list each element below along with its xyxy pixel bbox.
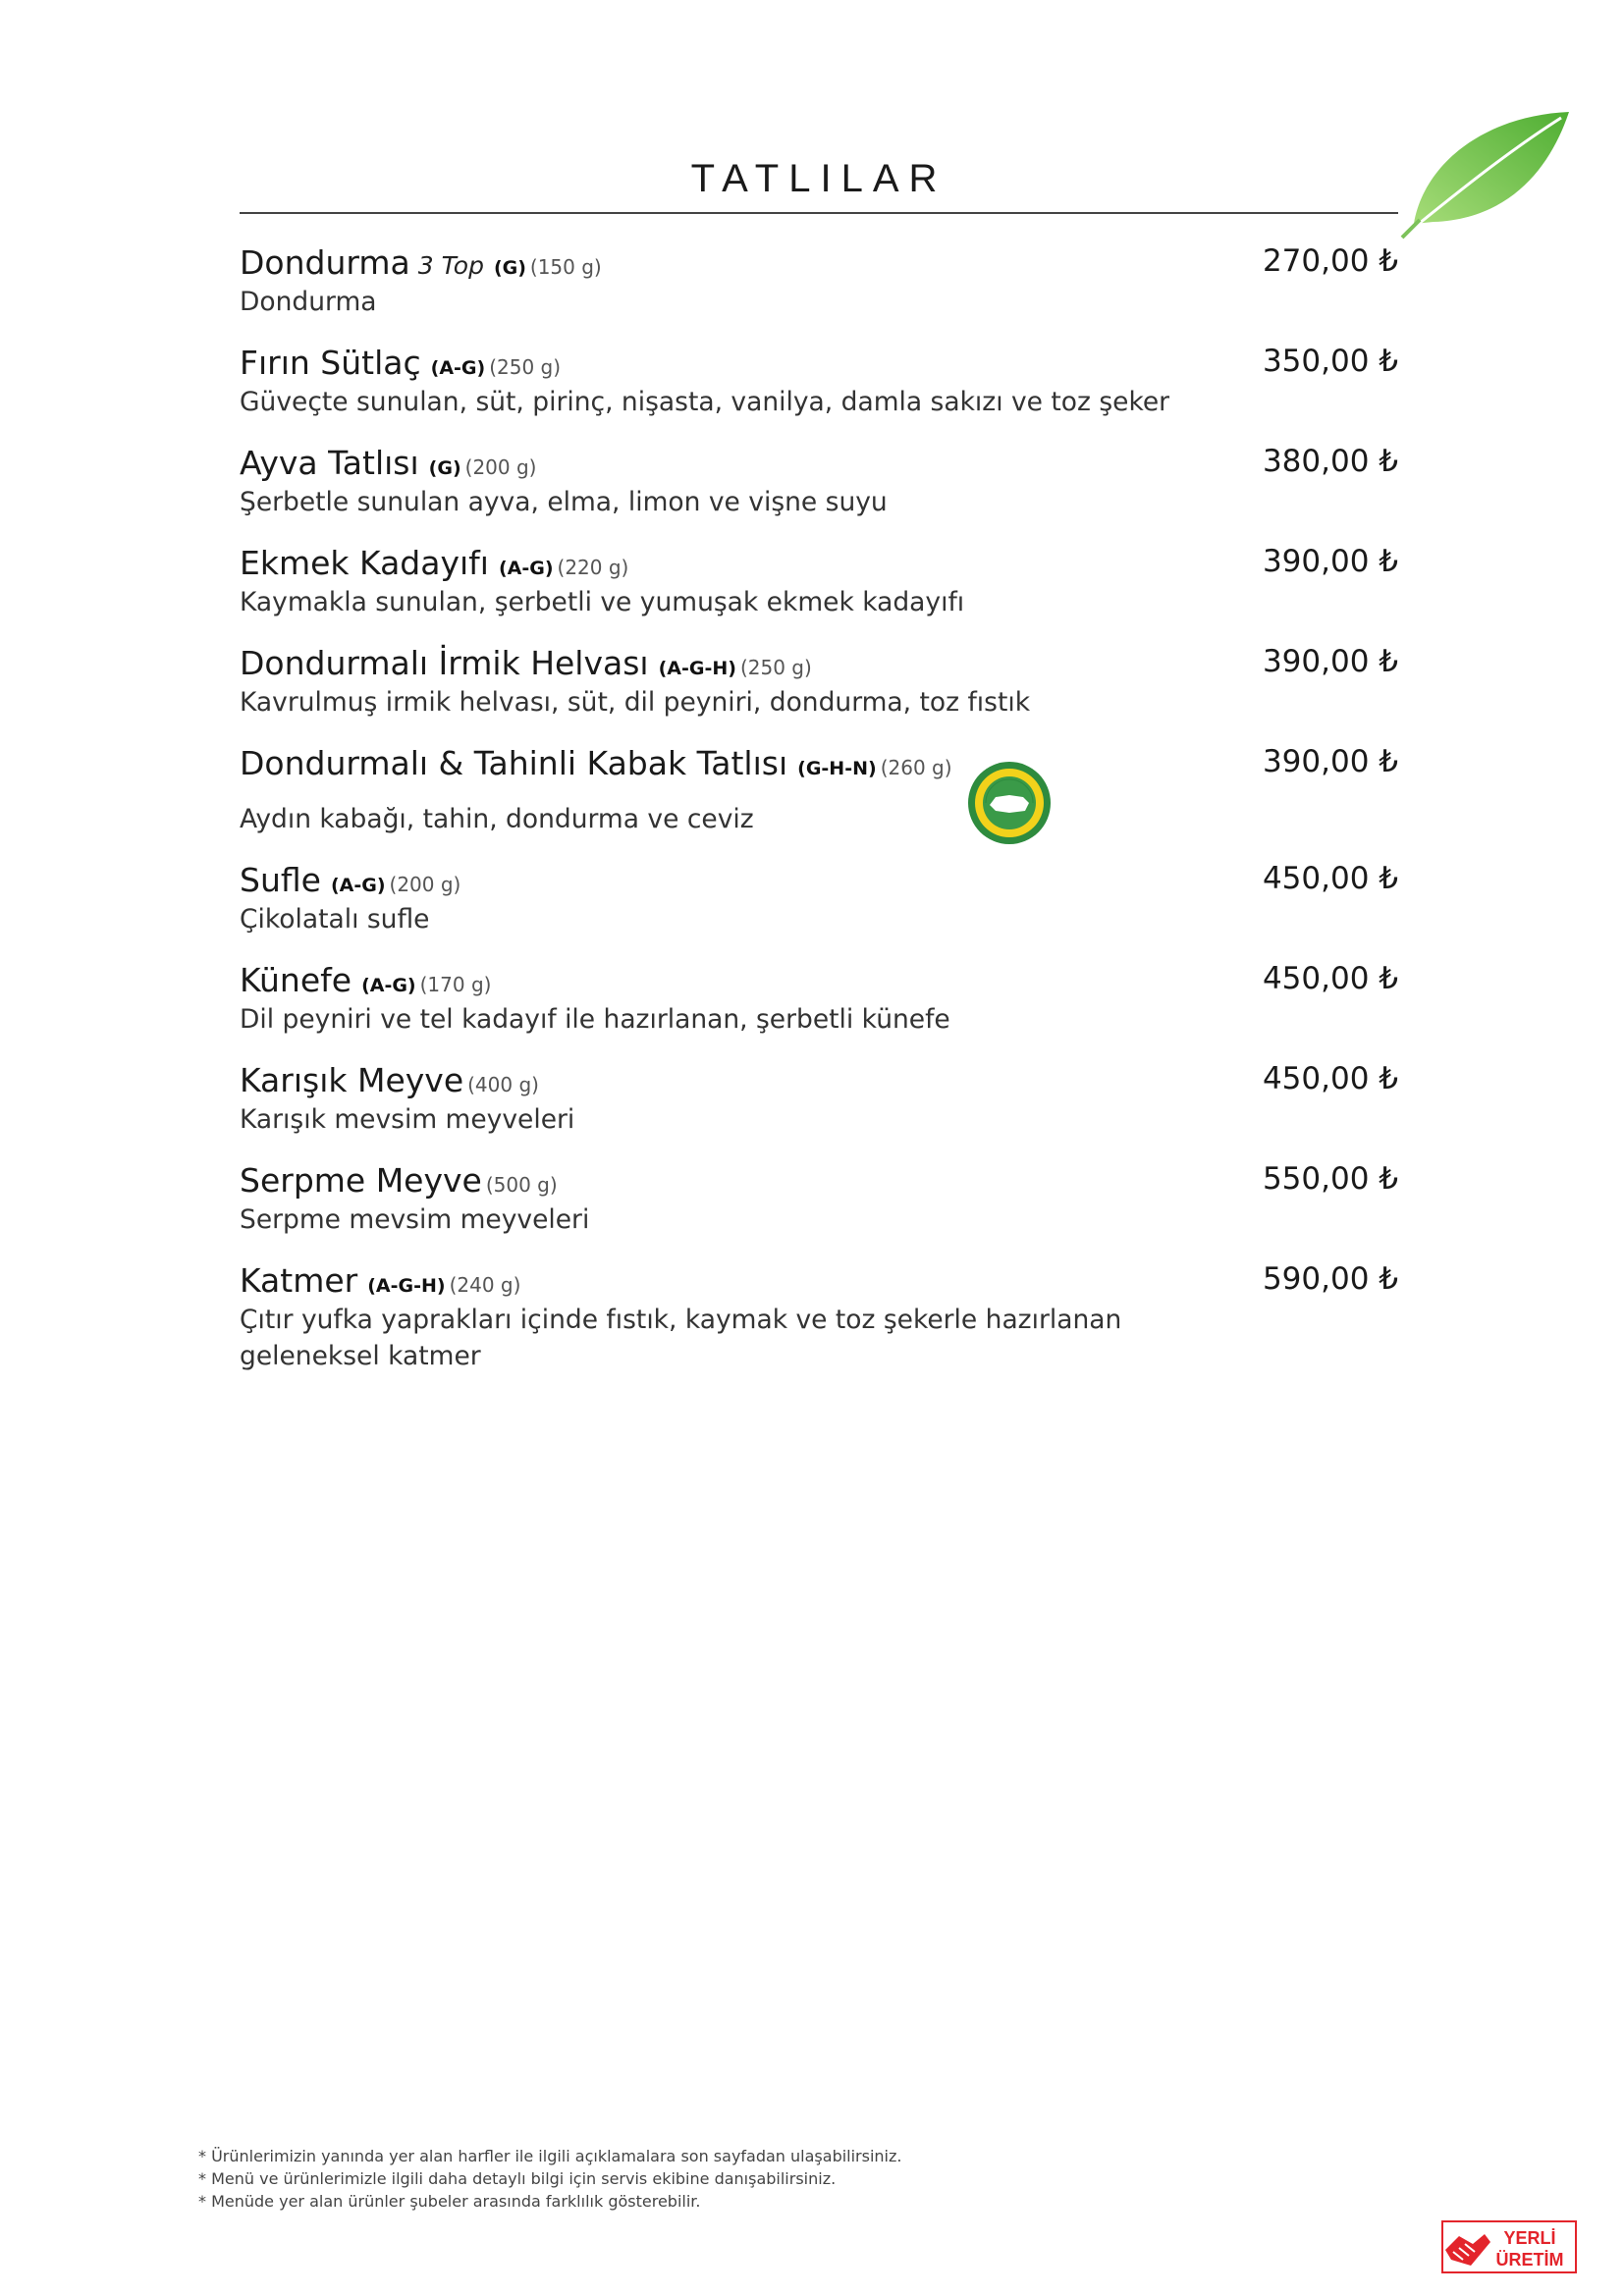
item-weight: (260 g) (880, 756, 952, 779)
item-name: Dondurmalı & Tahinli Kabak Tatlısı (240, 744, 788, 782)
item-price: 550,00 ₺ (1262, 1161, 1398, 1197)
item-allergens: (A-G) (361, 975, 416, 996)
menu-item (240, 1161, 1398, 1238)
item-price: 350,00 ₺ (1262, 344, 1398, 379)
item-weight: (240 g) (449, 1273, 521, 1297)
title-divider (240, 212, 1398, 214)
item-name: Fırın Sütlaç (240, 344, 421, 382)
item-weight: (500 g) (485, 1173, 558, 1197)
menu-item (240, 444, 1398, 520)
item-allergens: (A-G-H) (367, 1275, 446, 1297)
menu-item (240, 961, 1398, 1038)
menu-item (240, 243, 1398, 320)
item-price: 390,00 ₺ (1262, 644, 1398, 679)
item-weight: (220 g) (557, 556, 629, 579)
item-description: Karışık mevsim meyveleri (240, 1104, 575, 1135)
footer-note: * Menü ve ürünlerimizle ilgili daha detaylı bilgi için servis ekibine danışabilirsiniz. (198, 2169, 837, 2188)
item-note: 3 Top (417, 251, 484, 280)
item-name: Ekmek Kadayıfı (240, 544, 489, 582)
menu-item (240, 344, 1398, 420)
item-name: Künefe (240, 961, 352, 999)
item-price: 450,00 ₺ (1262, 861, 1398, 896)
yerli-text: YERLİ (1503, 2228, 1556, 2248)
item-description: Kaymakla sunulan, şerbetli ve yumuşak ekmek kadayıfı (240, 587, 965, 617)
item-description: Dil peyniri ve tel kadayıf ile hazırlanan, şerbetli künefe (240, 1004, 950, 1035)
item-name: Ayva Tatlısı (240, 444, 419, 482)
item-price: 390,00 ₺ (1262, 544, 1398, 579)
menu-item (240, 644, 1398, 721)
item-description: Güveçte sunulan, süt, pirinç, nişasta, vanilya, damla sakızı ve toz şeker (240, 387, 1170, 417)
yerli-uretim-badge (1441, 2220, 1577, 2273)
menu-item (240, 861, 1398, 937)
footer-note: * Ürünlerimizin yanında yer alan harfler ile ilgili açıklamalara son sayfadan ulaşabilirsiniz. (198, 2147, 902, 2165)
item-weight: (250 g) (489, 355, 562, 379)
item-allergens: (G) (493, 257, 526, 279)
item-allergens: (A-G-H) (658, 658, 736, 679)
item-price: 450,00 ₺ (1262, 1061, 1398, 1096)
menu-item (240, 1061, 1398, 1138)
item-price: 270,00 ₺ (1262, 243, 1398, 279)
item-price: 380,00 ₺ (1262, 444, 1398, 479)
item-price: 590,00 ₺ (1262, 1261, 1398, 1297)
item-name: Dondurmalı İrmik Helvası (240, 644, 649, 682)
geographical-indication-seal-icon (966, 760, 1053, 846)
item-weight: (400 g) (467, 1073, 539, 1096)
menu-item (240, 544, 1398, 620)
item-allergens: (G) (428, 457, 461, 479)
item-weight: (250 g) (739, 656, 812, 679)
item-description: Şerbetle sunulan ayva, elma, limon ve vişne suyu (240, 487, 888, 517)
item-name: Sufle (240, 861, 321, 899)
item-price: 390,00 ₺ (1262, 744, 1398, 779)
item-weight: (200 g) (389, 873, 461, 896)
uretim-text: ÜRETİM (1495, 2250, 1564, 2269)
item-allergens: (A-G) (430, 357, 486, 379)
item-allergens: (G-H-N) (797, 758, 877, 779)
footer-notes (198, 2145, 901, 2213)
leaf-icon (1394, 106, 1571, 243)
item-weight: (170 g) (419, 973, 492, 996)
page-title: TATLILAR (690, 157, 947, 200)
menu-item (240, 1261, 1398, 1374)
menu-list (240, 243, 1398, 1398)
item-name: Dondurma (240, 243, 410, 282)
item-weight: (200 g) (464, 455, 537, 479)
item-allergens: (A-G) (498, 558, 554, 579)
item-name: Karışık Meyve (240, 1061, 464, 1099)
item-price: 450,00 ₺ (1262, 961, 1398, 996)
item-description: Çıtır yufka yaprakları içinde fıstık, kaymak ve toz şekerle hazırlanan geleneksel katmer (240, 1305, 1122, 1371)
item-name: Serpme Meyve (240, 1161, 482, 1200)
item-name: Katmer (240, 1261, 358, 1300)
item-description: Kavrulmuş irmik helvası, süt, dil peyniri, dondurma, toz fıstık (240, 687, 1031, 718)
menu-item (240, 744, 1398, 837)
item-description: Serpme mevsim meyveleri (240, 1204, 590, 1235)
item-description: Aydın kabağı, tahin, dondurma ve ceviz (240, 804, 754, 834)
item-description: Dondurma (240, 287, 377, 317)
footer-note: * Menüde yer alan ürünler şubeler arasında farklılık gösterebilir. (198, 2192, 701, 2211)
item-allergens: (A-G) (330, 875, 386, 896)
item-description: Çikolatalı sufle (240, 904, 430, 934)
item-weight: (150 g) (529, 255, 602, 279)
